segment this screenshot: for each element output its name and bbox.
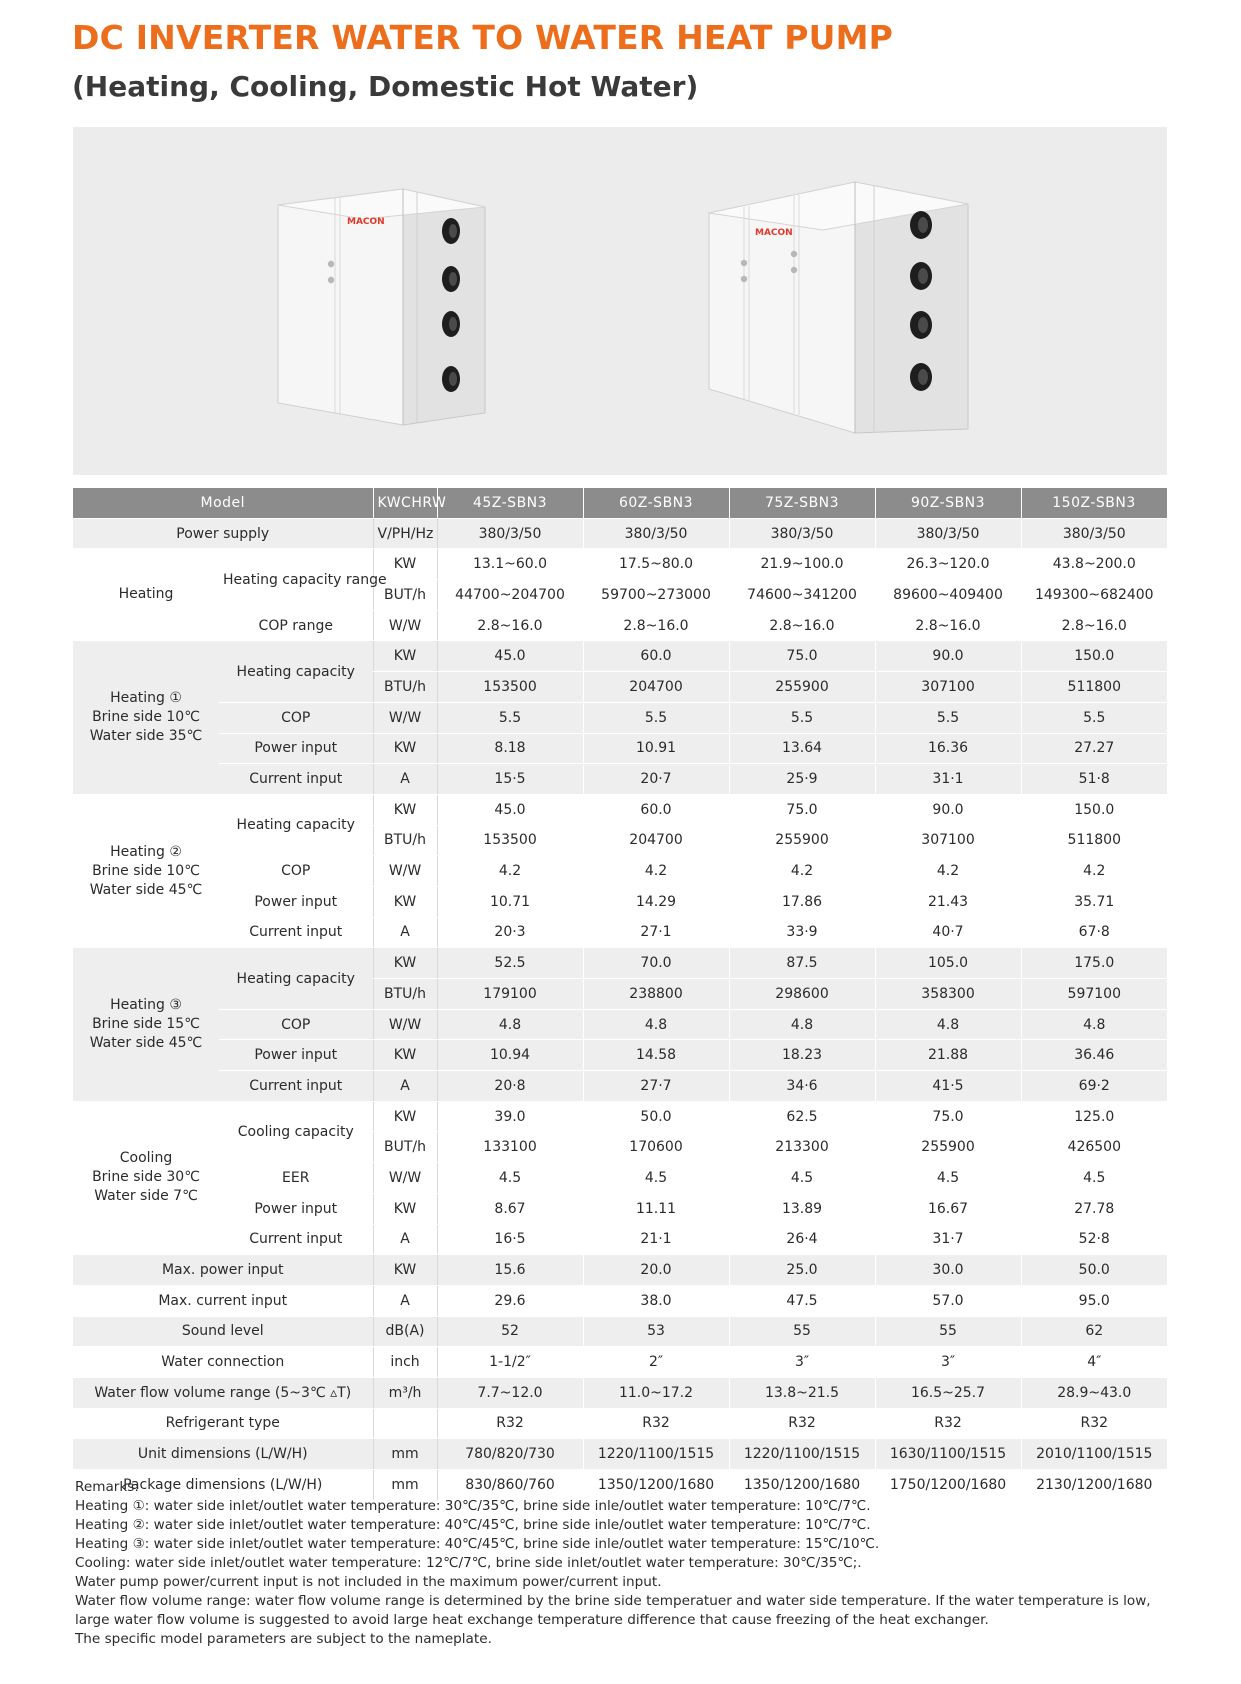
cell-value: 255900 <box>729 825 875 856</box>
cell-value: 13.64 <box>729 733 875 764</box>
cell-value: 153500 <box>437 825 583 856</box>
table-row <box>73 1316 1167 1347</box>
cell-value: 33·9 <box>729 917 875 948</box>
row-unit: mm <box>373 1470 437 1501</box>
cell-value: 74600~341200 <box>729 580 875 611</box>
cell-value: 59700~273000 <box>583 580 729 611</box>
row-label: Current input <box>219 1071 373 1102</box>
cell-value: R32 <box>583 1408 729 1439</box>
group-line: Cooling <box>119 1150 173 1167</box>
row-unit: KW <box>373 948 437 979</box>
cell-value: 298600 <box>729 979 875 1010</box>
cell-value: 17.5~80.0 <box>583 549 729 580</box>
cell-value: 16.67 <box>875 1193 1021 1224</box>
cell-value: 89600~409400 <box>875 580 1021 611</box>
cell-value: 43.8~200.0 <box>1021 549 1167 580</box>
cell-value: 16·5 <box>437 1224 583 1255</box>
row-unit: KW <box>373 1193 437 1224</box>
row-label: Power input <box>219 733 373 764</box>
cell-value: 52.5 <box>437 948 583 979</box>
cell-value: 2.8~16.0 <box>729 610 875 641</box>
row-label: Current input <box>219 764 373 795</box>
row-unit: KW <box>373 641 437 672</box>
remark-line: Water flow volume range: water flow volume range is determined by the brine side temperatuer and water side temperature. If the water temperature is low, large water flow volume is suggested to avoid large heat exchange temperature difference that cause freezing of the heat exchanger. <box>75 1593 1151 1628</box>
row-unit: A <box>373 1071 437 1102</box>
cell-value: 4.2 <box>583 856 729 887</box>
cell-value: 5.5 <box>875 702 1021 733</box>
cell-value: 50.0 <box>1021 1255 1167 1286</box>
cell-value: 20·7 <box>583 764 729 795</box>
cell-value: 55 <box>729 1316 875 1347</box>
cell-value: 380/3/50 <box>1021 518 1167 549</box>
cell-value: 20·8 <box>437 1071 583 1102</box>
cell-value: 4.2 <box>729 856 875 887</box>
table-row <box>73 948 1167 979</box>
cell-value: 175.0 <box>1021 948 1167 979</box>
cell-value: 41·5 <box>875 1071 1021 1102</box>
cell-value: 255900 <box>875 1132 1021 1163</box>
cell-value: 4.8 <box>437 1009 583 1040</box>
cell-value: 1-1/2″ <box>437 1347 583 1378</box>
cell-value: 53 <box>583 1316 729 1347</box>
cell-value: 307100 <box>875 825 1021 856</box>
row-label: Current input <box>219 1224 373 1255</box>
row-unit: BUT/h <box>373 1132 437 1163</box>
cell-value: 21.9~100.0 <box>729 549 875 580</box>
row-label: COP <box>219 1009 373 1040</box>
table-row <box>73 917 1167 948</box>
cell-value: 4.8 <box>1021 1009 1167 1040</box>
cell-value: R32 <box>437 1408 583 1439</box>
cell-value: 213300 <box>729 1132 875 1163</box>
cell-value: 57.0 <box>875 1285 1021 1316</box>
remark-line: The specific model parameters are subject to the nameplate. <box>75 1631 492 1647</box>
row-unit: W/W <box>373 610 437 641</box>
table-row <box>73 1101 1167 1132</box>
group-label <box>73 794 219 947</box>
cell-value: 90.0 <box>875 641 1021 672</box>
spec-table <box>73 488 1168 1501</box>
table-row <box>73 610 1167 641</box>
row-label: COP <box>219 856 373 887</box>
group-line: Water side 45℃ <box>89 881 203 898</box>
group-line: Brine side 10℃ <box>92 709 200 726</box>
cell-value: 4″ <box>1021 1347 1167 1378</box>
group-line: Water side 7℃ <box>94 1188 198 1205</box>
cell-value: 27.78 <box>1021 1193 1167 1224</box>
cell-value: 75.0 <box>729 794 875 825</box>
cell-value: 18.23 <box>729 1040 875 1071</box>
cell-value: 20.0 <box>583 1255 729 1286</box>
cell-value: 5.5 <box>1021 702 1167 733</box>
cell-value: 47.5 <box>729 1285 875 1316</box>
cell-value: 150.0 <box>1021 794 1167 825</box>
cell-value: 39.0 <box>437 1101 583 1132</box>
row-unit: KW <box>373 733 437 764</box>
table-row <box>73 856 1167 887</box>
row-label: Max. current input <box>73 1285 373 1316</box>
row-unit: A <box>373 917 437 948</box>
row-unit: KW <box>373 549 437 580</box>
cell-value: R32 <box>1021 1408 1167 1439</box>
cell-value: 4.2 <box>1021 856 1167 887</box>
cell-value: 105.0 <box>875 948 1021 979</box>
cell-value: 45.0 <box>437 794 583 825</box>
remark-line: Water pump power/current input is not included in the maximum power/current input. <box>75 1574 662 1590</box>
table-row <box>73 1071 1167 1102</box>
remarks-block <box>75 1478 1175 1649</box>
row-unit: V/PH/Hz <box>373 518 437 549</box>
cell-value: 7.7~12.0 <box>437 1377 583 1408</box>
group-line: Heating ③ <box>110 997 182 1014</box>
row-unit: W/W <box>373 702 437 733</box>
cell-value: 90.0 <box>875 794 1021 825</box>
table-row <box>73 733 1167 764</box>
cell-value: 8.18 <box>437 733 583 764</box>
table-row <box>73 1439 1167 1470</box>
cell-value: 95.0 <box>1021 1285 1167 1316</box>
row-label: Power input <box>219 886 373 917</box>
cell-value: 2130/1200/1680 <box>1021 1470 1167 1501</box>
cell-value: 25.0 <box>729 1255 875 1286</box>
cell-value: 2.8~16.0 <box>583 610 729 641</box>
cell-value: 25·9 <box>729 764 875 795</box>
cell-value: 27·1 <box>583 917 729 948</box>
row-unit: BUT/h <box>373 580 437 611</box>
cell-value: 426500 <box>1021 1132 1167 1163</box>
table-row <box>73 1163 1167 1194</box>
cell-value: 38.0 <box>583 1285 729 1316</box>
table-row <box>73 518 1167 549</box>
cell-value: 16.5~25.7 <box>875 1377 1021 1408</box>
table-row <box>73 1193 1167 1224</box>
table-row <box>73 1255 1167 1286</box>
cell-value: 597100 <box>1021 979 1167 1010</box>
group-line: Brine side 30℃ <box>92 1169 200 1186</box>
row-label: COP <box>219 702 373 733</box>
table-row <box>73 794 1167 825</box>
cell-value: 28.9~43.0 <box>1021 1377 1167 1408</box>
cell-value: 5.5 <box>729 702 875 733</box>
cell-value: 51·8 <box>1021 764 1167 795</box>
cell-value: 67·8 <box>1021 917 1167 948</box>
row-label: Refrigerant type <box>73 1408 373 1439</box>
cell-value: 2.8~16.0 <box>875 610 1021 641</box>
table-header-row <box>73 488 1167 518</box>
cell-value: 70.0 <box>583 948 729 979</box>
brand-logo: MACON <box>347 217 385 227</box>
row-unit: dB(A) <box>373 1316 437 1347</box>
cell-value: 10.91 <box>583 733 729 764</box>
row-unit: KW <box>373 1040 437 1071</box>
cell-value: 29.6 <box>437 1285 583 1316</box>
cell-value: 13.1~60.0 <box>437 549 583 580</box>
group-line: Water side 35℃ <box>89 728 203 745</box>
cell-value: 4.2 <box>437 856 583 887</box>
header-series: KWCHRW <box>373 488 437 518</box>
cell-value: 55 <box>875 1316 1021 1347</box>
cell-value: 149300~682400 <box>1021 580 1167 611</box>
table-row <box>73 702 1167 733</box>
header-model-1: 45Z-SBN3 <box>437 488 583 518</box>
row-label: Power input <box>219 1193 373 1224</box>
cell-value: 380/3/50 <box>729 518 875 549</box>
cell-value: 2010/1100/1515 <box>1021 1439 1167 1470</box>
row-unit: W/W <box>373 1009 437 1040</box>
cell-value: 511800 <box>1021 825 1167 856</box>
cell-value: 5.5 <box>583 702 729 733</box>
cell-value: 14.58 <box>583 1040 729 1071</box>
row-unit: mm <box>373 1439 437 1470</box>
row-unit: BTU/h <box>373 979 437 1010</box>
row-label: Power supply <box>73 518 373 549</box>
group-label <box>73 1101 219 1254</box>
cell-value: 31·7 <box>875 1224 1021 1255</box>
cell-value: 8.67 <box>437 1193 583 1224</box>
table-row <box>73 641 1167 672</box>
cell-value: 380/3/50 <box>875 518 1021 549</box>
group-label: Heating <box>73 549 219 641</box>
row-unit: A <box>373 1224 437 1255</box>
cell-value: 87.5 <box>729 948 875 979</box>
cell-value: 1350/1200/1680 <box>729 1470 875 1501</box>
cell-value: 204700 <box>583 825 729 856</box>
cell-value: 21.88 <box>875 1040 1021 1071</box>
header-model: Model <box>73 488 373 518</box>
heat-pump-unit-small <box>278 189 485 425</box>
cell-value: 16.36 <box>875 733 1021 764</box>
table-row <box>73 1377 1167 1408</box>
cell-value: 1630/1100/1515 <box>875 1439 1021 1470</box>
cell-value: 4.8 <box>875 1009 1021 1040</box>
cell-value: 75.0 <box>875 1101 1021 1132</box>
cell-value: 15.6 <box>437 1255 583 1286</box>
row-unit: A <box>373 1285 437 1316</box>
remark-line: Heating ②: water side inlet/outlet water temperature: 40℃/45℃, brine side inle/outlet water temperature: 10℃/7℃. <box>75 1517 871 1533</box>
table-row <box>73 1408 1167 1439</box>
cell-value: 26·4 <box>729 1224 875 1255</box>
cell-value: 4.5 <box>437 1163 583 1194</box>
cell-value: 4.2 <box>875 856 1021 887</box>
page-subtitle: (Heating, Cooling, Domestic Hot Water) <box>72 70 699 103</box>
row-unit: KW <box>373 794 437 825</box>
cell-value: 10.71 <box>437 886 583 917</box>
header-model-5: 150Z-SBN3 <box>1021 488 1167 518</box>
cell-value: 20·3 <box>437 917 583 948</box>
page-title: DC INVERTER WATER TO WATER HEAT PUMP <box>72 18 894 57</box>
cell-value: 125.0 <box>1021 1101 1167 1132</box>
cell-value: 1220/1100/1515 <box>583 1439 729 1470</box>
cell-value: 179100 <box>437 979 583 1010</box>
cell-value: 30.0 <box>875 1255 1021 1286</box>
cell-value: 69·2 <box>1021 1071 1167 1102</box>
row-label: EER <box>219 1163 373 1194</box>
table-row <box>73 1040 1167 1071</box>
cell-value: 358300 <box>875 979 1021 1010</box>
cell-value: 60.0 <box>583 641 729 672</box>
cell-value: 255900 <box>729 672 875 703</box>
header-model-4: 90Z-SBN3 <box>875 488 1021 518</box>
cell-value: 15·5 <box>437 764 583 795</box>
cell-value: 4.5 <box>1021 1163 1167 1194</box>
row-unit: inch <box>373 1347 437 1378</box>
cell-value: 1350/1200/1680 <box>583 1470 729 1501</box>
group-line: Brine side 15℃ <box>92 1016 200 1033</box>
cell-value: 4.8 <box>583 1009 729 1040</box>
row-label: Cooling capacity <box>219 1101 373 1162</box>
row-label: Water connection <box>73 1347 373 1378</box>
row-label: Package dimensions (L/W/H) <box>73 1470 373 1501</box>
remarks-heading: Remarks: <box>75 1479 139 1495</box>
cell-value: 34·6 <box>729 1071 875 1102</box>
cell-value: 2.8~16.0 <box>437 610 583 641</box>
cell-value: 4.5 <box>875 1163 1021 1194</box>
cell-value: R32 <box>875 1408 1021 1439</box>
cell-value: 1750/1200/1680 <box>875 1470 1021 1501</box>
remark-line: Cooling: water side inlet/outlet water temperature: 12℃/7℃, brine side inlet/outlet water temperature: 30℃/35℃;. <box>75 1555 862 1571</box>
table-row <box>73 1009 1167 1040</box>
cell-value: 150.0 <box>1021 641 1167 672</box>
row-label: Sound level <box>73 1316 373 1347</box>
row-label: Max. power input <box>73 1255 373 1286</box>
remark-line: Heating ③: water side inlet/outlet water temperature: 40℃/45℃, brine side inle/outlet water temperature: 15℃/10℃. <box>75 1536 880 1552</box>
cell-value: 40·7 <box>875 917 1021 948</box>
cell-value: 133100 <box>437 1132 583 1163</box>
row-label: Water flow volume range (5~3℃ ▵T) <box>73 1377 373 1408</box>
cell-value: 62.5 <box>729 1101 875 1132</box>
cell-value: 307100 <box>875 672 1021 703</box>
cell-value: 50.0 <box>583 1101 729 1132</box>
table-row <box>73 1224 1167 1255</box>
row-unit: W/W <box>373 1163 437 1194</box>
cell-value: 13.89 <box>729 1193 875 1224</box>
row-unit: KW <box>373 886 437 917</box>
cell-value: 31·1 <box>875 764 1021 795</box>
row-label: Unit dimensions (L/W/H) <box>73 1439 373 1470</box>
cell-value: 511800 <box>1021 672 1167 703</box>
cell-value: 36.46 <box>1021 1040 1167 1071</box>
heat-pump-unit-large <box>709 182 968 433</box>
cell-value: 2.8~16.0 <box>1021 610 1167 641</box>
cell-value: 26.3~120.0 <box>875 549 1021 580</box>
cell-value: 170600 <box>583 1132 729 1163</box>
cell-value: 380/3/50 <box>583 518 729 549</box>
cell-value: 4.5 <box>583 1163 729 1194</box>
cell-value: 60.0 <box>583 794 729 825</box>
group-label <box>73 948 219 1101</box>
row-unit <box>373 1408 437 1439</box>
cell-value: 27.27 <box>1021 733 1167 764</box>
cell-value: 44700~204700 <box>437 580 583 611</box>
row-unit: A <box>373 764 437 795</box>
cell-value: 45.0 <box>437 641 583 672</box>
cell-value: 780/820/730 <box>437 1439 583 1470</box>
row-unit: KW <box>373 1101 437 1132</box>
heat-pump-illustration <box>73 127 1167 475</box>
row-label: Heating capacity range <box>219 549 373 610</box>
row-label: Heating capacity <box>219 948 373 1009</box>
cell-value: 27·7 <box>583 1071 729 1102</box>
cell-value: 1220/1100/1515 <box>729 1439 875 1470</box>
row-label: Heating capacity <box>219 794 373 855</box>
product-image-panel <box>73 127 1167 475</box>
group-line: Brine side 10℃ <box>92 862 200 879</box>
cell-value: 35.71 <box>1021 886 1167 917</box>
cell-value: 14.29 <box>583 886 729 917</box>
cell-value: 830/860/760 <box>437 1470 583 1501</box>
group-line: Heating ② <box>110 843 182 860</box>
row-unit: BTU/h <box>373 825 437 856</box>
table-row <box>73 1285 1167 1316</box>
cell-value: 380/3/50 <box>437 518 583 549</box>
table-row <box>73 764 1167 795</box>
cell-value: 75.0 <box>729 641 875 672</box>
header-model-3: 75Z-SBN3 <box>729 488 875 518</box>
row-unit: KW <box>373 1255 437 1286</box>
table-row <box>73 886 1167 917</box>
cell-value: 17.86 <box>729 886 875 917</box>
cell-value: 2″ <box>583 1347 729 1378</box>
brand-logo-2: MACON <box>755 228 793 238</box>
row-label: Current input <box>219 917 373 948</box>
row-unit: BTU/h <box>373 672 437 703</box>
cell-value: 52 <box>437 1316 583 1347</box>
remark-line: Heating ①: water side inlet/outlet water temperature: 30℃/35℃, brine side inle/outlet water temperature: 10℃/7℃. <box>75 1498 871 1514</box>
cell-value: 21.43 <box>875 886 1021 917</box>
cell-value: 4.8 <box>729 1009 875 1040</box>
cell-value: 5.5 <box>437 702 583 733</box>
group-line: Water side 45℃ <box>89 1035 203 1052</box>
cell-value: 52·8 <box>1021 1224 1167 1255</box>
group-line: Heating ① <box>110 690 182 707</box>
table-row <box>73 549 1167 580</box>
group-label <box>73 641 219 794</box>
table-row <box>73 1347 1167 1378</box>
cell-value: 3″ <box>875 1347 1021 1378</box>
cell-value: 3″ <box>729 1347 875 1378</box>
row-label: COP range <box>219 610 373 641</box>
row-label: Power input <box>219 1040 373 1071</box>
cell-value: 238800 <box>583 979 729 1010</box>
cell-value: 21·1 <box>583 1224 729 1255</box>
cell-value: 153500 <box>437 672 583 703</box>
header-model-2: 60Z-SBN3 <box>583 488 729 518</box>
row-unit: W/W <box>373 856 437 887</box>
cell-value: 13.8~21.5 <box>729 1377 875 1408</box>
cell-value: 204700 <box>583 672 729 703</box>
cell-value: 4.5 <box>729 1163 875 1194</box>
cell-value: 11.11 <box>583 1193 729 1224</box>
row-label: Heating capacity <box>219 641 373 702</box>
cell-value: R32 <box>729 1408 875 1439</box>
cell-value: 62 <box>1021 1316 1167 1347</box>
cell-value: 10.94 <box>437 1040 583 1071</box>
cell-value: 11.0~17.2 <box>583 1377 729 1408</box>
row-unit: m³/h <box>373 1377 437 1408</box>
